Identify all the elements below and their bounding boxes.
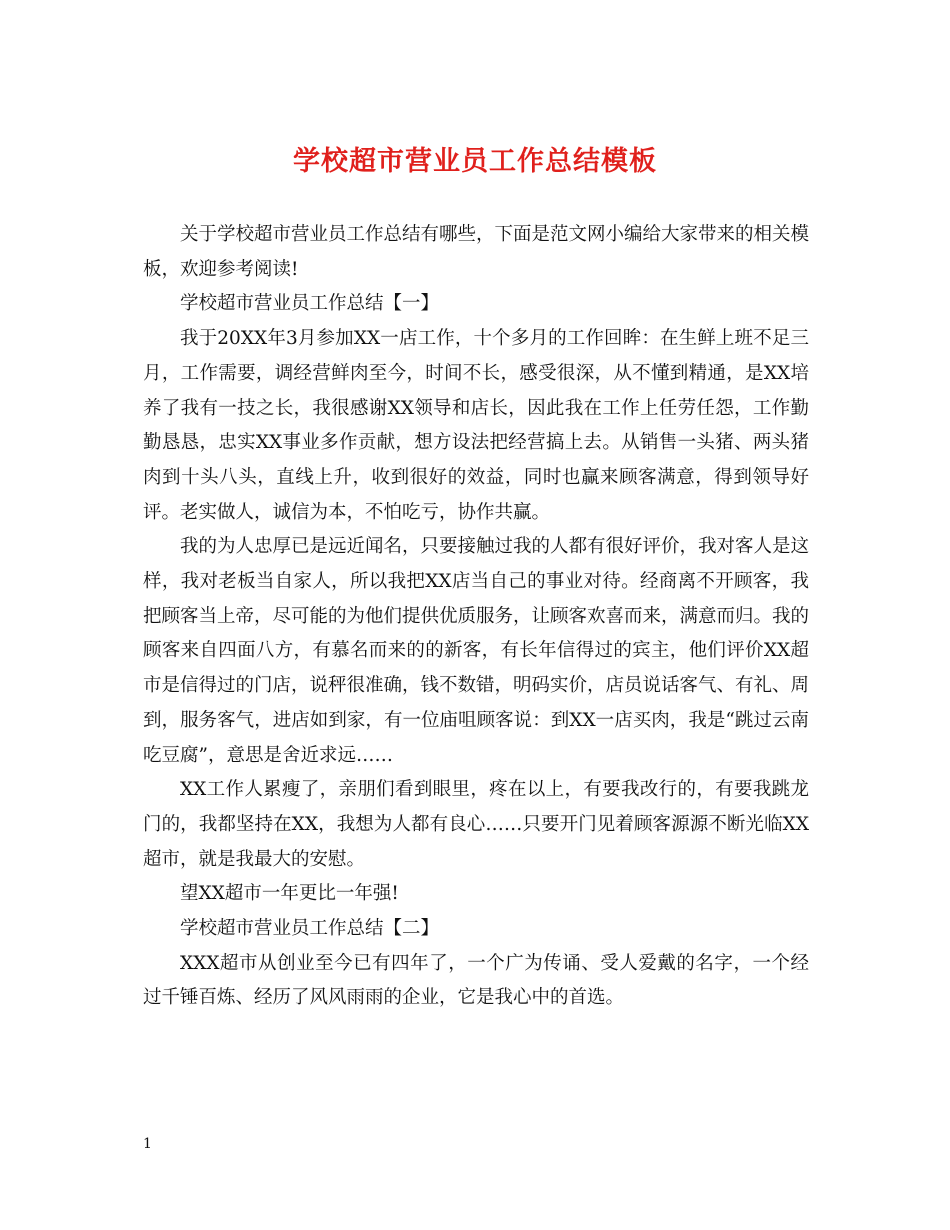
body-paragraph: 我的为人忠厚已是远近闻名，只要接触过我的人都有很好评价，我对客人是这样，我对老板当自家人，所以我把XX店当自己的事业对待。经商离不开顾客，我把顾客当上帝，尽可能的为他们提供优质服务，让顾客欢喜而来，满意而归。我的顾客来自四面八方，有慕名而来的的新客，有长年信得过的宾主，他们评价XX超市是信得过的门店，说秤很准确，钱不数错，明码实价，店员说话客气、有礼、周到，服务客气，进店如到家，有一位庙咀顾客说：到XX一店买肉，我是“跳过云南吃豆腐”，意思是舍近求远…… (143, 536, 810, 766)
page-number: 1 (143, 1136, 152, 1152)
section-heading-one: 学校超市营业员工作总结【一】 (180, 293, 440, 315)
body-paragraph: 我于20XX年3月参加XX一店工作，十个多月的工作回眸：在生鲜上班不足三月，工作需要，调经营鲜肉至今，时间不长，感受很深，从不懂到精通，是XX培养了我有一技之长，我很感谢XX领导和店长，因此我在工作上任劳任怨，工作勤勤恳恳，忠实XX事业多作贡献，想方设法把经营搞上去。从销售一头猪、两头猪肉到十头八头，直线上升，收到很好的效益，同时也赢来顾客满意，得到领导好评。老实做人，诚信为本，不怕吃亏，协作共赢。 (143, 328, 809, 523)
document-title: 学校超市营业员工作总结模板 (293, 146, 657, 177)
section-heading-two: 学校超市营业员工作总结【二】 (180, 918, 440, 940)
body-paragraph: XX工作人累瘦了，亲朋们看到眼里，疼在以上，有要我改行的，有要我跳龙门的，我都坚持在XX，我想为人都有良心……只要开门见着顾客源源不断光临XX超市，就是我最大的安慰。 (143, 779, 809, 870)
document-body (143, 218, 809, 1016)
body-paragraph: 望XX超市一年更比一年强! (180, 883, 399, 905)
intro-paragraph: 关于学校超市营业员工作总结有哪些，下面是范文网小编给大家带来的相关模板，欢迎参考阅读! (143, 224, 810, 280)
body-paragraph: XXX超市从创业至今已有四年了，一个广为传诵、受人爱戴的名字，一个经过千锤百炼、经历了风风雨雨的企业，它是我心中的首选。 (143, 952, 809, 1009)
